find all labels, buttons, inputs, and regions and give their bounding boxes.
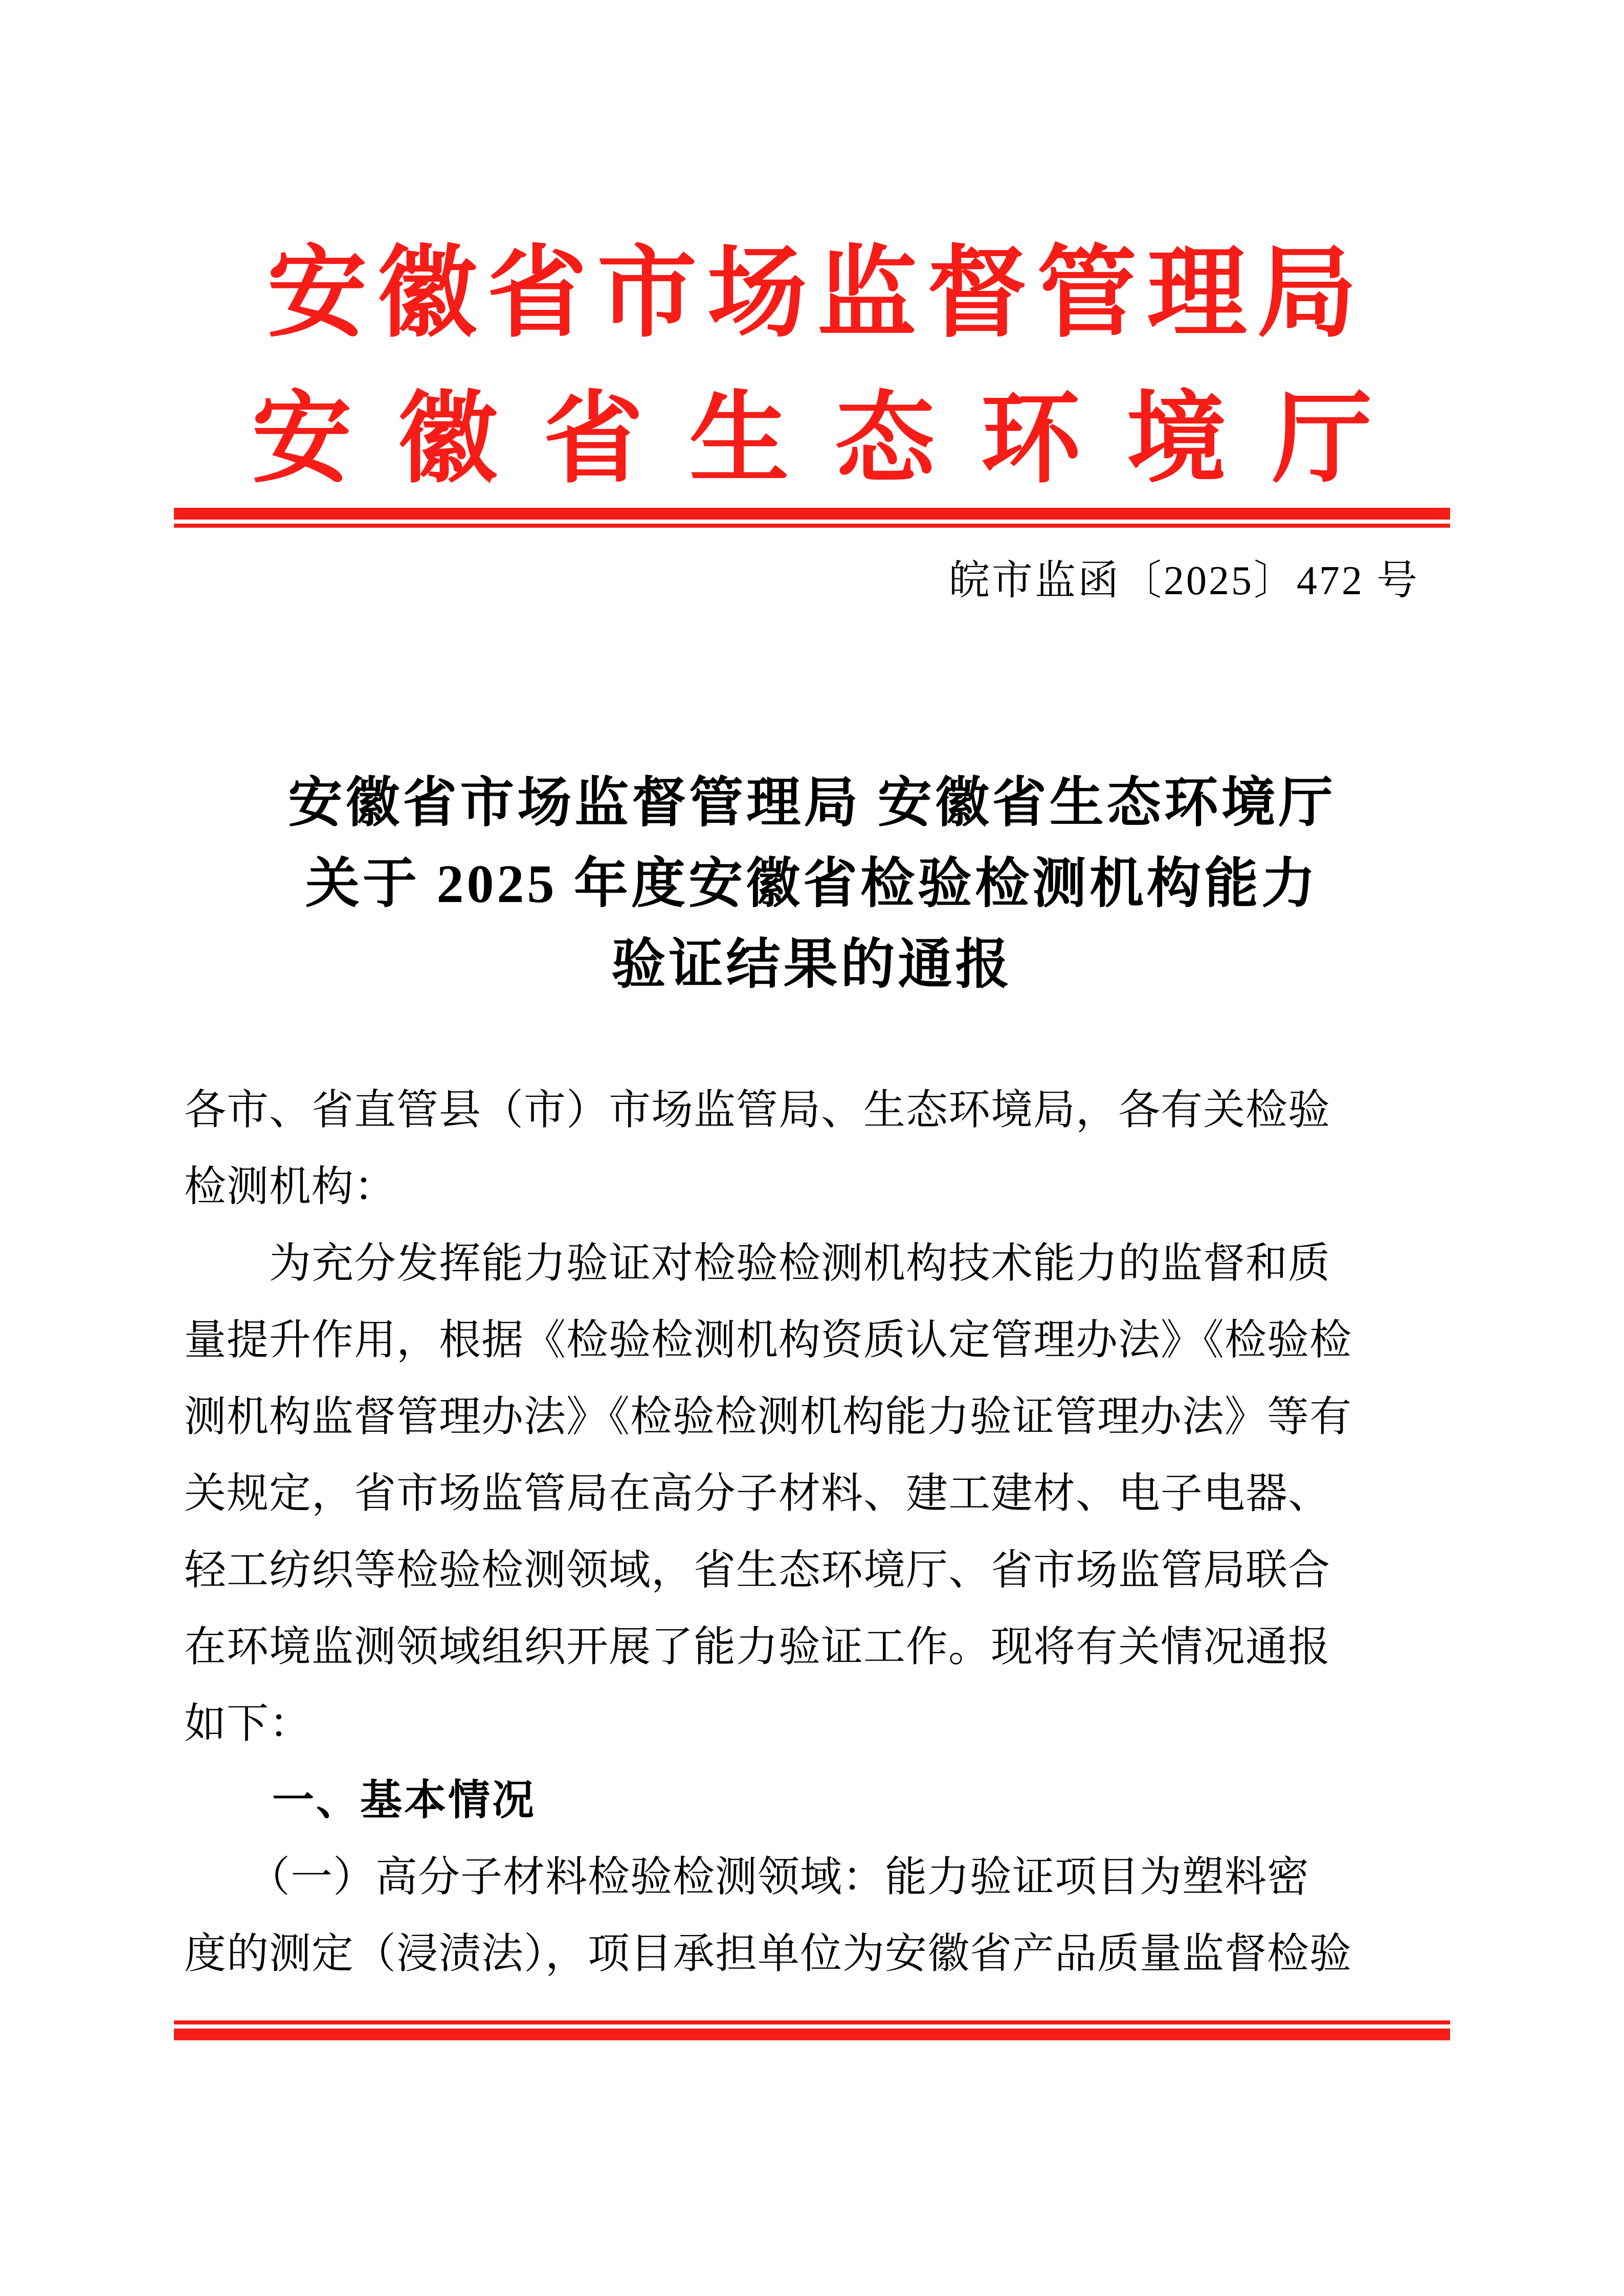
body-line: 各市、省直管县（市）市场监管局、生态环境局，各有关检验 (184, 1087, 1331, 1133)
body-line: 在环境监测领域组织开展了能力验证工作。现将有关情况通报 (184, 1624, 1331, 1670)
doc-number: 皖市监函〔2025〕472 号 (949, 558, 1419, 603)
footer-separator (174, 2020, 1450, 2040)
body-line: 关规定，省市场监管局在高分子材料、建工建材、电子电器、 (184, 1470, 1331, 1517)
footer-separator-thick-line (174, 2029, 1450, 2040)
body-line: 一、基本情况 (184, 1777, 537, 1824)
document-title (184, 763, 1440, 1005)
header-separator-thick-line (174, 508, 1450, 520)
body-line: 轻工纺织等检验检测领域，省生态环境厅、省市场监管局联合 (184, 1547, 1331, 1593)
title-line-3: 验证结果的通报 (611, 935, 1013, 995)
title-line-2: 关于 2025 年度安徽省检验检测机构能力 (305, 854, 1319, 914)
footer-separator-thin-line (174, 2020, 1450, 2024)
header-agency-line-1: 安徽省市场监督管理局 (267, 239, 1367, 349)
body-line: 量提升作用，根据《检验检测机构资质认定管理办法》《检验检 (184, 1317, 1352, 1363)
body-line: （一）高分子材料检验检测领域：能力验证项目为塑料密 (184, 1854, 1310, 1900)
header-agency-line-2: 安徽省生态环境厅 (252, 385, 1418, 495)
body-line: 度的测定（浸渍法），项目承担单位为安徽省产品质量监督检验 (184, 1930, 1352, 1977)
title-line-1: 安徽省市场监督管理局 安徽省生态环境厅 (288, 773, 1336, 833)
header-separator-thin-line (174, 524, 1450, 528)
body-line: 如下： (184, 1700, 312, 1747)
document-content (0, 240, 1624, 2040)
header-separator (174, 508, 1450, 528)
body-line: 检测机构： (184, 1163, 397, 1210)
body-line: 为充分发挥能力验证对检验检测机构技术能力的监督和质 (184, 1240, 1331, 1287)
body-line: 测机构监督管理办法》《检验检测机构能力验证管理办法》等有 (184, 1393, 1352, 1440)
body-paragraphs (184, 1072, 1440, 1992)
